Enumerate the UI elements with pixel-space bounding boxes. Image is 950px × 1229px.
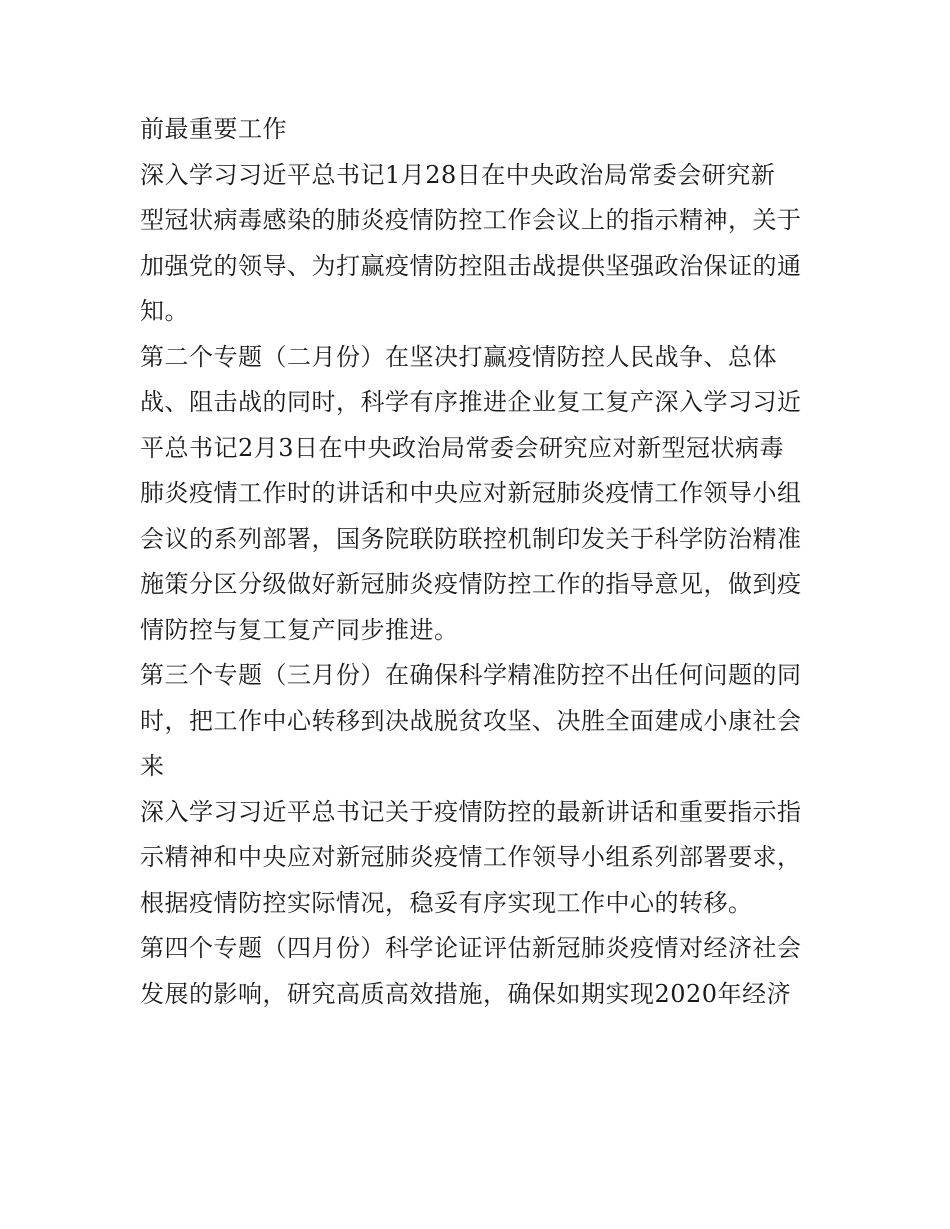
- text-line: 深入学习习近平总书记1月28日在中央政治局常委会研究新: [140, 160, 776, 189]
- text-line: 时，把工作中心转移到决战脱贫攻坚、决胜全面建成小康社会: [140, 706, 802, 735]
- text-line: 示精神和中央应对新冠肺炎疫情工作领导小组系列部署要求，: [140, 843, 802, 871]
- text-line: 第三个专题（三月份）在确保科学精准防控不出任何问题的同: [140, 661, 802, 689]
- text-line: 来: [140, 752, 165, 780]
- text-line: 施策分区分级做好新冠肺炎疫情防控工作的指导意见，做到疫: [140, 570, 802, 598]
- text-line: 加强党的领导、为打赢疫情防控阻击战提供坚强政治保证的通: [140, 251, 802, 280]
- text-line: 发展的影响，研究高质高效措施，确保如期实现2020年经济: [140, 979, 792, 1008]
- body-text: [140, 107, 820, 1017]
- text-line: 知。: [140, 297, 189, 325]
- text-line: 平总书记2月3日在中央政治局常委会研究应对新型冠状病毒: [140, 433, 785, 462]
- text-line: 情防控与复工复产同步推进。: [140, 615, 459, 644]
- text-line: 战、阻击战的同时，科学有序推进企业复工复产深入学习习近: [140, 388, 802, 416]
- text-line: 深入学习习近平总书记关于疫情防控的最新讲话和重要指示指: [140, 797, 802, 826]
- text-line: 肺炎疫情工作时的讲话和中央应对新冠肺炎疫情工作领导小组: [140, 479, 802, 507]
- text-line: 第二个专题（二月份）在坚决打赢疫情防控人民战争、总体: [140, 342, 777, 371]
- text-line: 前最重要工作: [140, 115, 287, 143]
- text-line: 会议的系列部署，国务院联防联控机制印发关于科学防治精准: [140, 524, 802, 553]
- text-line: 根据疫情防控实际情况，稳妥有序实现工作中心的转移。: [140, 888, 753, 917]
- text-line: 型冠状病毒感染的肺炎疫情防控工作会议上的指示精神，关于: [140, 206, 802, 234]
- text-line: 第四个专题（四月份）科学论证评估新冠肺炎疫情对经济社会: [140, 934, 802, 962]
